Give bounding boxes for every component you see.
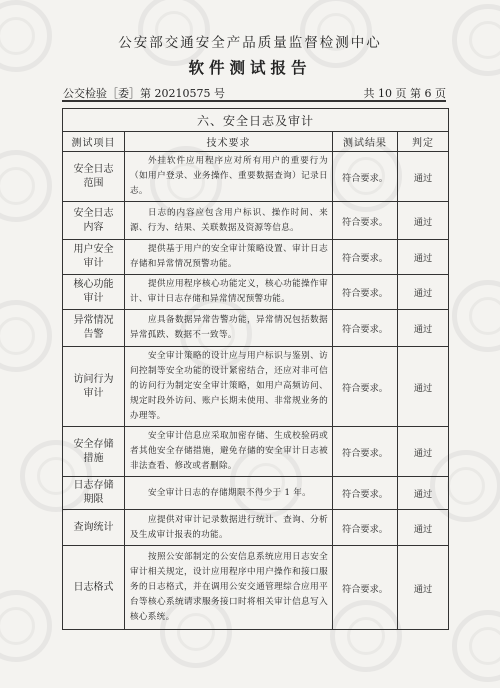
verdict: 通过 — [398, 202, 449, 240]
watermark-seal — [0, 590, 52, 662]
table-row — [63, 510, 449, 546]
test-item: 日志格式 — [63, 546, 125, 630]
test-result: 符合要求。 — [333, 510, 398, 546]
technical-requirement: 应提供对审计记录数据进行统计、查询、分析及生成审计报表的功能。 — [125, 510, 333, 546]
table-row — [63, 152, 449, 202]
test-result: 符合要求。 — [333, 240, 398, 275]
technical-requirement: 安全审计日志的存储期限不得少于 1 年。 — [125, 477, 333, 510]
report-title: 软件测试报告 — [188, 58, 312, 77]
verdict: 通过 — [398, 310, 449, 347]
column-header-verdict: 判定 — [398, 132, 449, 152]
test-item: 用户安全审计 — [63, 240, 125, 275]
test-result: 符合要求。 — [333, 427, 398, 477]
verdict: 通过 — [398, 240, 449, 275]
technical-requirement: 安全审计策略的设计应与用户标识与鉴别、访问控制等安全功能的设计紧密结合，还应对非可信的访问行为制定安全审计策略，如用户高频访问、规定时段外访问、账户长期未使用、非常规业务的办理等。 — [125, 347, 333, 427]
column-header-requirement: 技术要求 — [125, 132, 333, 152]
table-row — [63, 347, 449, 427]
table-row — [63, 202, 449, 240]
table-row — [63, 546, 449, 630]
table-row — [63, 310, 449, 347]
table-row — [63, 427, 449, 477]
technical-requirement: 外挂软件应用程序应对所有用户的重要行为（如用户登录、业务操作、重要数据查询）记录日志。 — [125, 152, 333, 202]
test-item: 日志存储期限 — [63, 477, 125, 510]
test-result: 符合要求。 — [333, 546, 398, 630]
header-rule — [62, 100, 446, 102]
test-result: 符合要求。 — [333, 275, 398, 310]
test-item: 异常情况告警 — [63, 310, 125, 347]
verdict: 通过 — [398, 510, 449, 546]
table-row — [63, 477, 449, 510]
organization-name: 公安部交通安全产品质量监督检测中心 — [118, 35, 382, 51]
table-row — [63, 240, 449, 275]
column-header-item: 测试项目 — [63, 132, 125, 152]
watermark-seal — [0, 150, 52, 222]
verdict: 通过 — [398, 152, 449, 202]
watermark-seal — [0, 300, 52, 372]
test-result: 符合要求。 — [333, 202, 398, 240]
verdict: 通过 — [398, 347, 449, 427]
verdict: 通过 — [398, 427, 449, 477]
document-number: 公交检验［委］第 20210575 号 — [63, 87, 225, 100]
watermark-seal — [452, 610, 500, 682]
test-result: 符合要求。 — [333, 152, 398, 202]
column-header-result: 测试结果 — [333, 132, 398, 152]
audit-table — [62, 108, 449, 630]
technical-requirement: 日志的内容应包含用户标识、操作时间、来源、行为、结果、关联数据及资源等信息。 — [125, 202, 333, 240]
test-item: 安全存储措施 — [63, 427, 125, 477]
page-info: 共 10 页 第 6 页 — [363, 87, 446, 100]
verdict: 通过 — [398, 477, 449, 510]
verdict: 通过 — [398, 546, 449, 630]
section-title: 六、安全日志及审计 — [63, 109, 449, 132]
watermark-seal — [452, 280, 500, 352]
test-item: 访问行为审计 — [63, 347, 125, 427]
test-result: 符合要求。 — [333, 347, 398, 427]
technical-requirement: 应具备数据异常告警功能，异常情况包括数据异常孤跌、数据不一致等。 — [125, 310, 333, 347]
test-result: 符合要求。 — [333, 477, 398, 510]
technical-requirement: 按照公安部制定的公安信息系统应用日志安全审计相关规定，设计应用程序中用户操作和接口服务的日志格式，并在调用公安交通管理综合应用平台等核心系统请求服务接口时将相关审计信息写入核心系统。 — [125, 546, 333, 630]
table-row — [63, 275, 449, 310]
test-item: 查询统计 — [63, 510, 125, 546]
test-item: 安全日志内容 — [63, 202, 125, 240]
technical-requirement: 提供应用程序核心功能定义，核心功能操作审计、审计日志存储和异常情况预警功能。 — [125, 275, 333, 310]
verdict: 通过 — [398, 275, 449, 310]
technical-requirement: 安全审计信息应采取加密存储、生成校验码或者其他安全存储措施，避免存储的安全审计日志被非法查看、修改或者删除。 — [125, 427, 333, 477]
test-item: 核心功能审计 — [63, 275, 125, 310]
test-result: 符合要求。 — [333, 310, 398, 347]
test-item: 安全日志范围 — [63, 152, 125, 202]
technical-requirement: 提供基于用户的安全审计策略设置、审计日志存储和异常情况预警功能。 — [125, 240, 333, 275]
